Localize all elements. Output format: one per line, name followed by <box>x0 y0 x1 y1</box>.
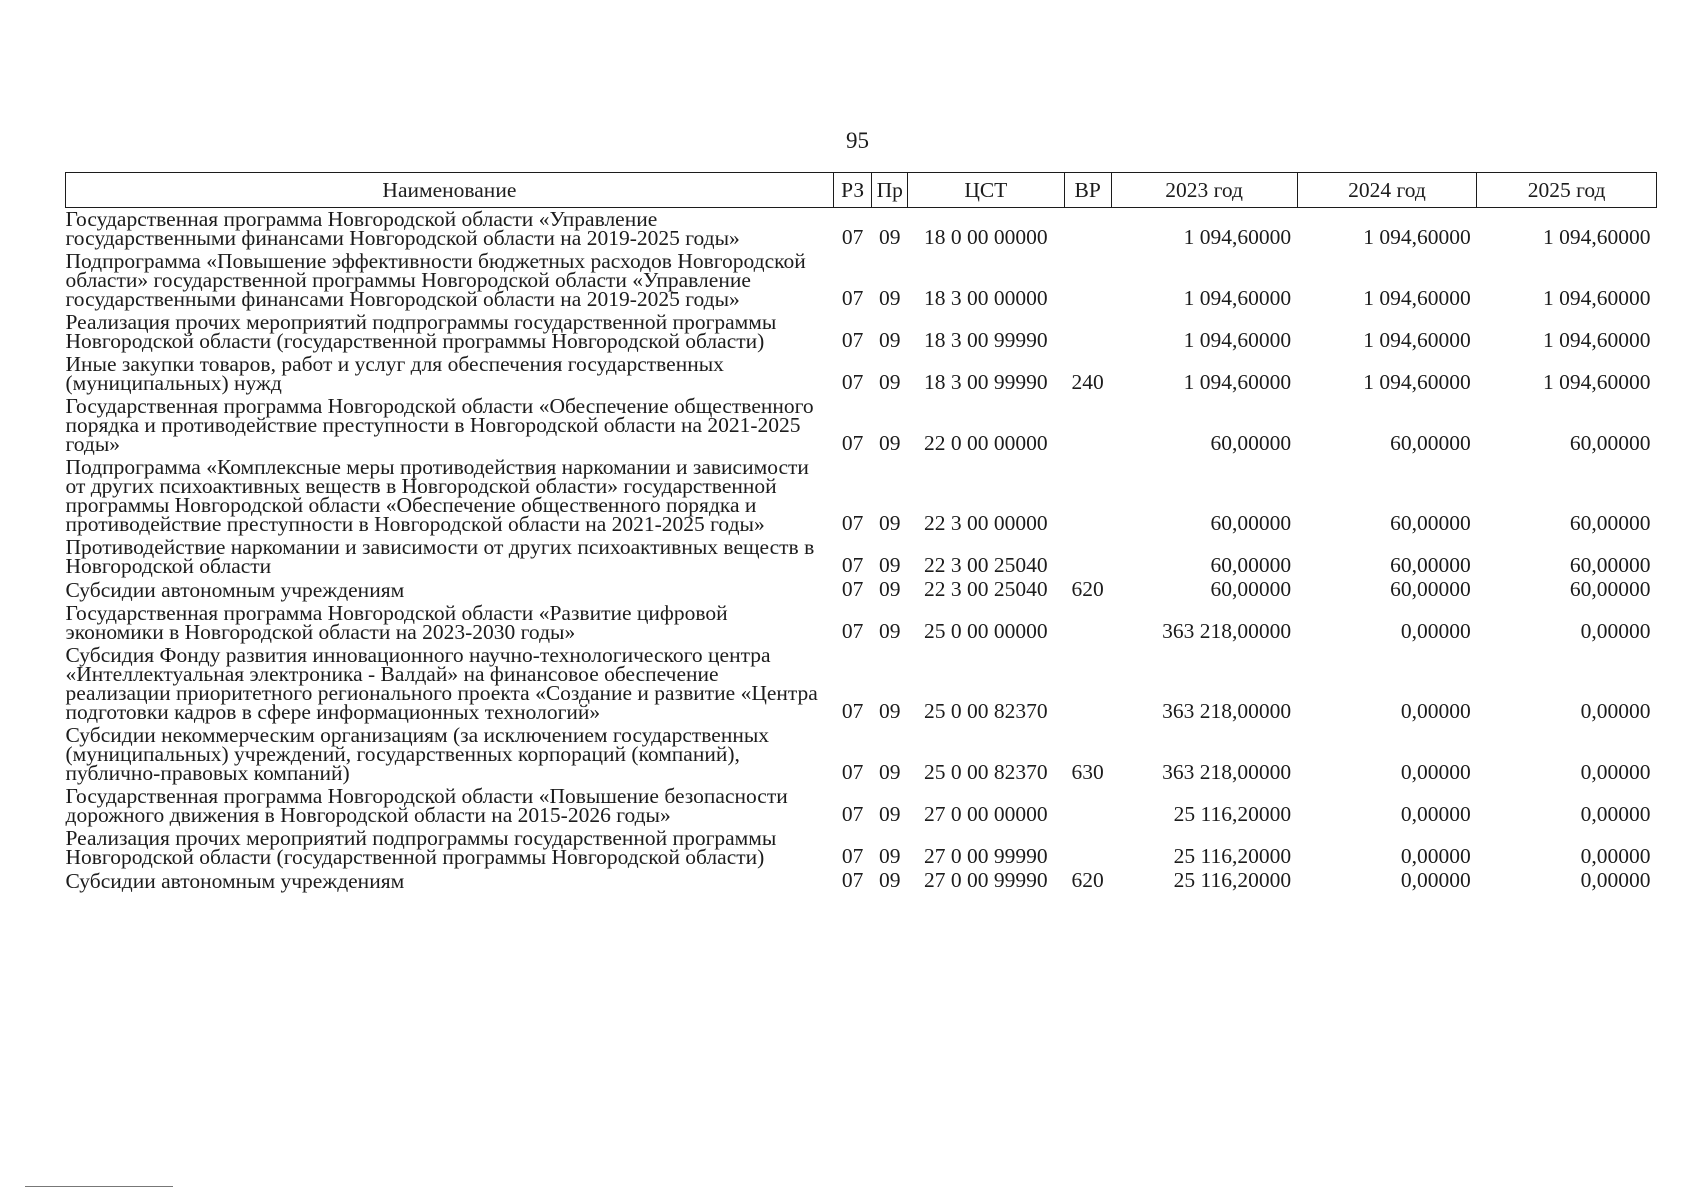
row-amount-2025: 60,00000 <box>1569 431 1651 455</box>
row-rz: 07 <box>841 431 864 455</box>
row-vr <box>1064 250 1111 311</box>
row-cst: 25 0 00 82370 <box>924 760 1048 784</box>
row-vr: 630 <box>1071 760 1104 784</box>
table-body <box>66 208 1657 894</box>
row-rz: 07 <box>841 619 864 643</box>
row-rz: 07 <box>841 699 864 723</box>
row-amount-2023: 60,00000 <box>1210 553 1292 577</box>
row-amount-2024: 0,00000 <box>1400 619 1471 643</box>
row-amount-2024: 0,00000 <box>1400 868 1471 892</box>
table-row <box>66 353 1657 395</box>
row-amount-2025: 60,00000 <box>1569 511 1651 535</box>
row-pr: 09 <box>878 802 901 826</box>
row-pr: 09 <box>878 844 901 868</box>
row-rz: 07 <box>841 868 864 892</box>
row-pr: 09 <box>878 328 901 352</box>
row-name: Субсидии автономным учреждениям <box>65 578 405 602</box>
row-name: Реализация прочих мероприятий подпрограммы государственной программы Новгородской области (государственной программы Новгородской области) <box>65 310 777 353</box>
table-row <box>66 395 1657 456</box>
row-cst: 27 0 00 99990 <box>924 868 1048 892</box>
row-cst: 18 3 00 99990 <box>924 370 1048 394</box>
row-amount-2023: 363 218,00000 <box>1162 699 1292 723</box>
table-row <box>66 785 1657 827</box>
row-amount-2025: 60,00000 <box>1569 577 1651 601</box>
table-row <box>66 208 1657 251</box>
row-amount-2023: 25 116,20000 <box>1173 844 1292 868</box>
row-amount-2025: 0,00000 <box>1580 868 1651 892</box>
row-amount-2025: 1 094,60000 <box>1543 370 1651 394</box>
row-rz: 07 <box>841 370 864 394</box>
row-pr: 09 <box>878 553 901 577</box>
row-pr: 09 <box>878 619 901 643</box>
row-amount-2023: 25 116,20000 <box>1173 868 1292 892</box>
row-vr <box>1064 644 1111 724</box>
row-amount-2025: 0,00000 <box>1580 699 1651 723</box>
row-amount-2025: 1 094,60000 <box>1543 225 1651 249</box>
table-header-row <box>66 173 1657 208</box>
row-cst: 27 0 00 00000 <box>924 802 1048 826</box>
row-vr: 620 <box>1071 577 1104 601</box>
row-rz: 07 <box>841 511 864 535</box>
page-number: 95 <box>846 128 869 153</box>
row-pr: 09 <box>878 370 901 394</box>
row-pr: 09 <box>878 868 901 892</box>
row-vr <box>1064 311 1111 353</box>
row-pr: 09 <box>878 431 901 455</box>
row-amount-2024: 1 094,60000 <box>1363 225 1471 249</box>
row-amount-2023: 363 218,00000 <box>1162 619 1292 643</box>
row-name: Субсидии автономным учреждениям <box>65 869 405 893</box>
row-name: Подпрограмма «Повышение эффективности бюджетных расходов Новгородской области» государственной программы Новгородской области «Управление государственными финансами Новгородской области на 2019-2025 годы» <box>65 249 806 311</box>
row-vr <box>1064 602 1111 644</box>
row-cst: 22 3 00 25040 <box>924 553 1048 577</box>
row-amount-2024: 1 094,60000 <box>1363 328 1471 352</box>
table-row <box>66 456 1657 536</box>
row-amount-2023: 25 116,20000 <box>1173 802 1292 826</box>
row-name: Государственная программа Новгородской области «Обеспечение общественного порядка и противодействие преступности в Новгородской области на 2021-2025 годы» <box>65 394 814 456</box>
row-amount-2023: 60,00000 <box>1210 577 1292 601</box>
row-cst: 18 3 00 99990 <box>924 328 1048 352</box>
row-amount-2023: 363 218,00000 <box>1162 760 1292 784</box>
row-vr <box>1064 456 1111 536</box>
row-name: Государственная программа Новгородской области «Развитие цифровой экономики в Новгородской области на 2023-2030 годы» <box>65 601 728 644</box>
row-pr: 09 <box>878 511 901 535</box>
row-rz: 07 <box>841 802 864 826</box>
row-amount-2024: 0,00000 <box>1400 802 1471 826</box>
row-name: Субсидии некоммерческим организациям (за исключением государственных (муниципальных) учреждений, государственных корпораций (компаний), публично-правовых компаний) <box>65 723 770 785</box>
row-pr: 09 <box>878 699 901 723</box>
table-row <box>66 724 1657 785</box>
row-amount-2023: 60,00000 <box>1210 511 1292 535</box>
row-rz: 07 <box>841 286 864 310</box>
row-cst: 25 0 00 82370 <box>924 699 1048 723</box>
row-amount-2023: 1 094,60000 <box>1183 225 1292 249</box>
row-cst: 22 3 00 25040 <box>924 577 1048 601</box>
row-vr <box>1064 827 1111 869</box>
row-amount-2023: 1 094,60000 <box>1183 286 1292 310</box>
header-pr: Пр <box>872 173 908 208</box>
row-amount-2023: 60,00000 <box>1210 431 1292 455</box>
table-row <box>66 602 1657 644</box>
table-row <box>66 644 1657 724</box>
footer-rule <box>25 1186 173 1187</box>
header-2024: 2024 год <box>1297 173 1477 208</box>
table-row <box>66 827 1657 869</box>
row-amount-2024: 0,00000 <box>1400 699 1471 723</box>
header-name: Наименование <box>66 173 834 208</box>
row-vr <box>1064 536 1111 578</box>
row-cst: 22 0 00 00000 <box>924 431 1048 455</box>
table-row <box>66 311 1657 353</box>
header-cst: ЦСТ <box>907 173 1064 208</box>
row-rz: 07 <box>841 760 864 784</box>
row-vr <box>1064 395 1111 456</box>
row-amount-2023: 1 094,60000 <box>1183 328 1292 352</box>
row-rz: 07 <box>841 328 864 352</box>
row-amount-2024: 60,00000 <box>1390 431 1471 455</box>
row-amount-2025: 0,00000 <box>1580 619 1651 643</box>
table-row <box>66 869 1657 893</box>
row-amount-2024: 60,00000 <box>1390 553 1471 577</box>
row-cst: 22 3 00 00000 <box>924 511 1048 535</box>
row-name: Противодействие наркомании и зависимости от других психоактивных веществ в Новгородской области <box>65 535 815 578</box>
row-amount-2024: 1 094,60000 <box>1363 286 1471 310</box>
row-amount-2024: 60,00000 <box>1390 577 1471 601</box>
row-pr: 09 <box>878 760 901 784</box>
row-rz: 07 <box>841 553 864 577</box>
row-vr: 240 <box>1071 370 1104 394</box>
row-amount-2023: 1 094,60000 <box>1183 370 1292 394</box>
header-vr: ВР <box>1064 173 1111 208</box>
row-vr <box>1064 208 1111 251</box>
row-rz: 07 <box>841 844 864 868</box>
row-amount-2024: 0,00000 <box>1400 760 1471 784</box>
row-vr: 620 <box>1071 868 1104 892</box>
row-rz: 07 <box>841 225 864 249</box>
row-amount-2025: 0,00000 <box>1580 802 1651 826</box>
row-name: Подпрограмма «Комплексные меры противодействия наркомании и зависимости от других психоактивных веществ в Новгородской области» государственной программы Новгородской области «Обеспечение общественного порядка и противодействие преступности в Новгородской области на 2021-2025 годы» <box>65 455 809 536</box>
row-cst: 18 0 00 00000 <box>924 225 1048 249</box>
table-row <box>66 536 1657 578</box>
row-amount-2025: 60,00000 <box>1569 553 1651 577</box>
header-rz: РЗ <box>833 173 872 208</box>
budget-table <box>65 172 1657 893</box>
row-name: Государственная программа Новгородской области «Управление государственными финансами Новгородской области на 2019-2025 годы» <box>65 207 740 250</box>
table-row <box>66 250 1657 311</box>
row-amount-2025: 1 094,60000 <box>1543 286 1651 310</box>
row-cst: 25 0 00 00000 <box>924 619 1048 643</box>
row-amount-2024: 60,00000 <box>1390 511 1471 535</box>
row-rz: 07 <box>841 577 864 601</box>
row-cst: 27 0 00 99990 <box>924 844 1048 868</box>
row-amount-2025: 1 094,60000 <box>1543 328 1651 352</box>
row-pr: 09 <box>878 577 901 601</box>
row-pr: 09 <box>878 286 901 310</box>
row-amount-2025: 0,00000 <box>1580 844 1651 868</box>
row-vr <box>1064 785 1111 827</box>
row-amount-2024: 0,00000 <box>1400 844 1471 868</box>
row-pr: 09 <box>878 225 901 249</box>
header-2023: 2023 год <box>1111 173 1297 208</box>
row-name: Государственная программа Новгородской области «Повышение безопасности дорожного движения в Новгородской области на 2015-2026 годы» <box>65 784 788 827</box>
row-name: Иные закупки товаров, работ и услуг для обеспечения государственных (муниципальных) нужд <box>65 352 724 395</box>
header-2025: 2025 год <box>1477 173 1657 208</box>
row-name: Реализация прочих мероприятий подпрограммы государственной программы Новгородской области (государственной программы Новгородской области) <box>65 826 777 869</box>
row-name: Субсидия Фонду развития инновационного научно-технологического центра «Интеллектуальная электроника - Валдай» на финансовое обеспечение реализации приоритетного регионального проекта «Создание и развитие «Центра подготовки кадров в сфере информационных технологий» <box>65 643 818 724</box>
row-cst: 18 3 00 00000 <box>924 286 1048 310</box>
row-amount-2025: 0,00000 <box>1580 760 1651 784</box>
table-row <box>66 578 1657 602</box>
row-amount-2024: 1 094,60000 <box>1363 370 1471 394</box>
